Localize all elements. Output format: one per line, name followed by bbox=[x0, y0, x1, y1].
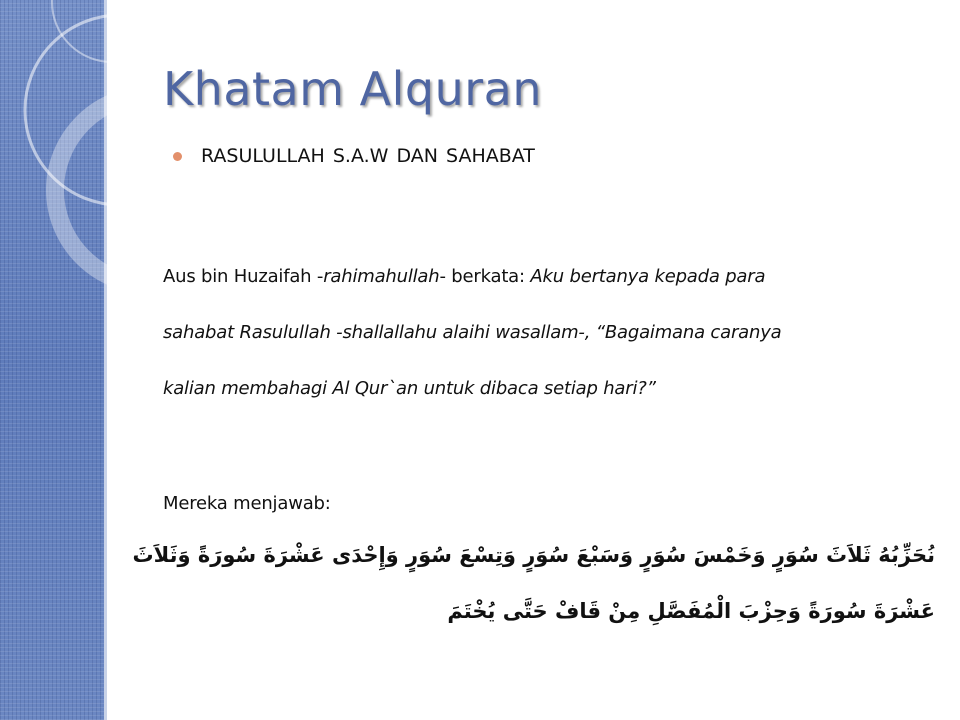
arabic-line-2: عَشْرَةَ سُورَةً وَحِزْبَ الْمُفَصَّلِ مِنْ قَافْ حَتَّى يُخْتَمَ bbox=[447, 599, 935, 623]
decorative-circles bbox=[0, 0, 200, 300]
bullet-item bbox=[173, 145, 535, 167]
slide-title: Khatam Alquran bbox=[163, 62, 543, 116]
line2-italic: sahabat Rasulullah -shallallahu alaihi wasallam-, “Bagaimana caranya bbox=[163, 322, 782, 343]
arabic-line-1: نُحَزِّبُهُ ثَلاَثَ سُوَرٍ وَخَمْسَ سُوَرٍ وَسَبْعَ سُوَرٍ وَتِسْعَ سُوَرٍ وَإِحْدَى عَشْرَةَ سُورَةً وَثَلاَثَ bbox=[132, 543, 935, 567]
line1-text-a: Aus bin Huzaifah - bbox=[163, 266, 324, 287]
paragraph-line-3 bbox=[163, 378, 883, 399]
paragraph-line-1 bbox=[163, 266, 883, 287]
bullet-text: RASULULLAH S.A.W DAN SAHABAT bbox=[201, 145, 535, 167]
line3-italic: kalian membahagi Al Qur`an untuk dibaca setiap hari?” bbox=[163, 378, 656, 399]
bullet-dot-icon bbox=[173, 152, 182, 161]
paragraph-line-2 bbox=[163, 322, 883, 343]
answer-label: Mereka menjawab: bbox=[163, 493, 331, 514]
line1-italic-b: Aku bertanya kepada para bbox=[530, 266, 766, 287]
line1-italic-a: rahimahullah bbox=[323, 266, 440, 287]
line1-text-b: - berkata: bbox=[439, 266, 531, 287]
